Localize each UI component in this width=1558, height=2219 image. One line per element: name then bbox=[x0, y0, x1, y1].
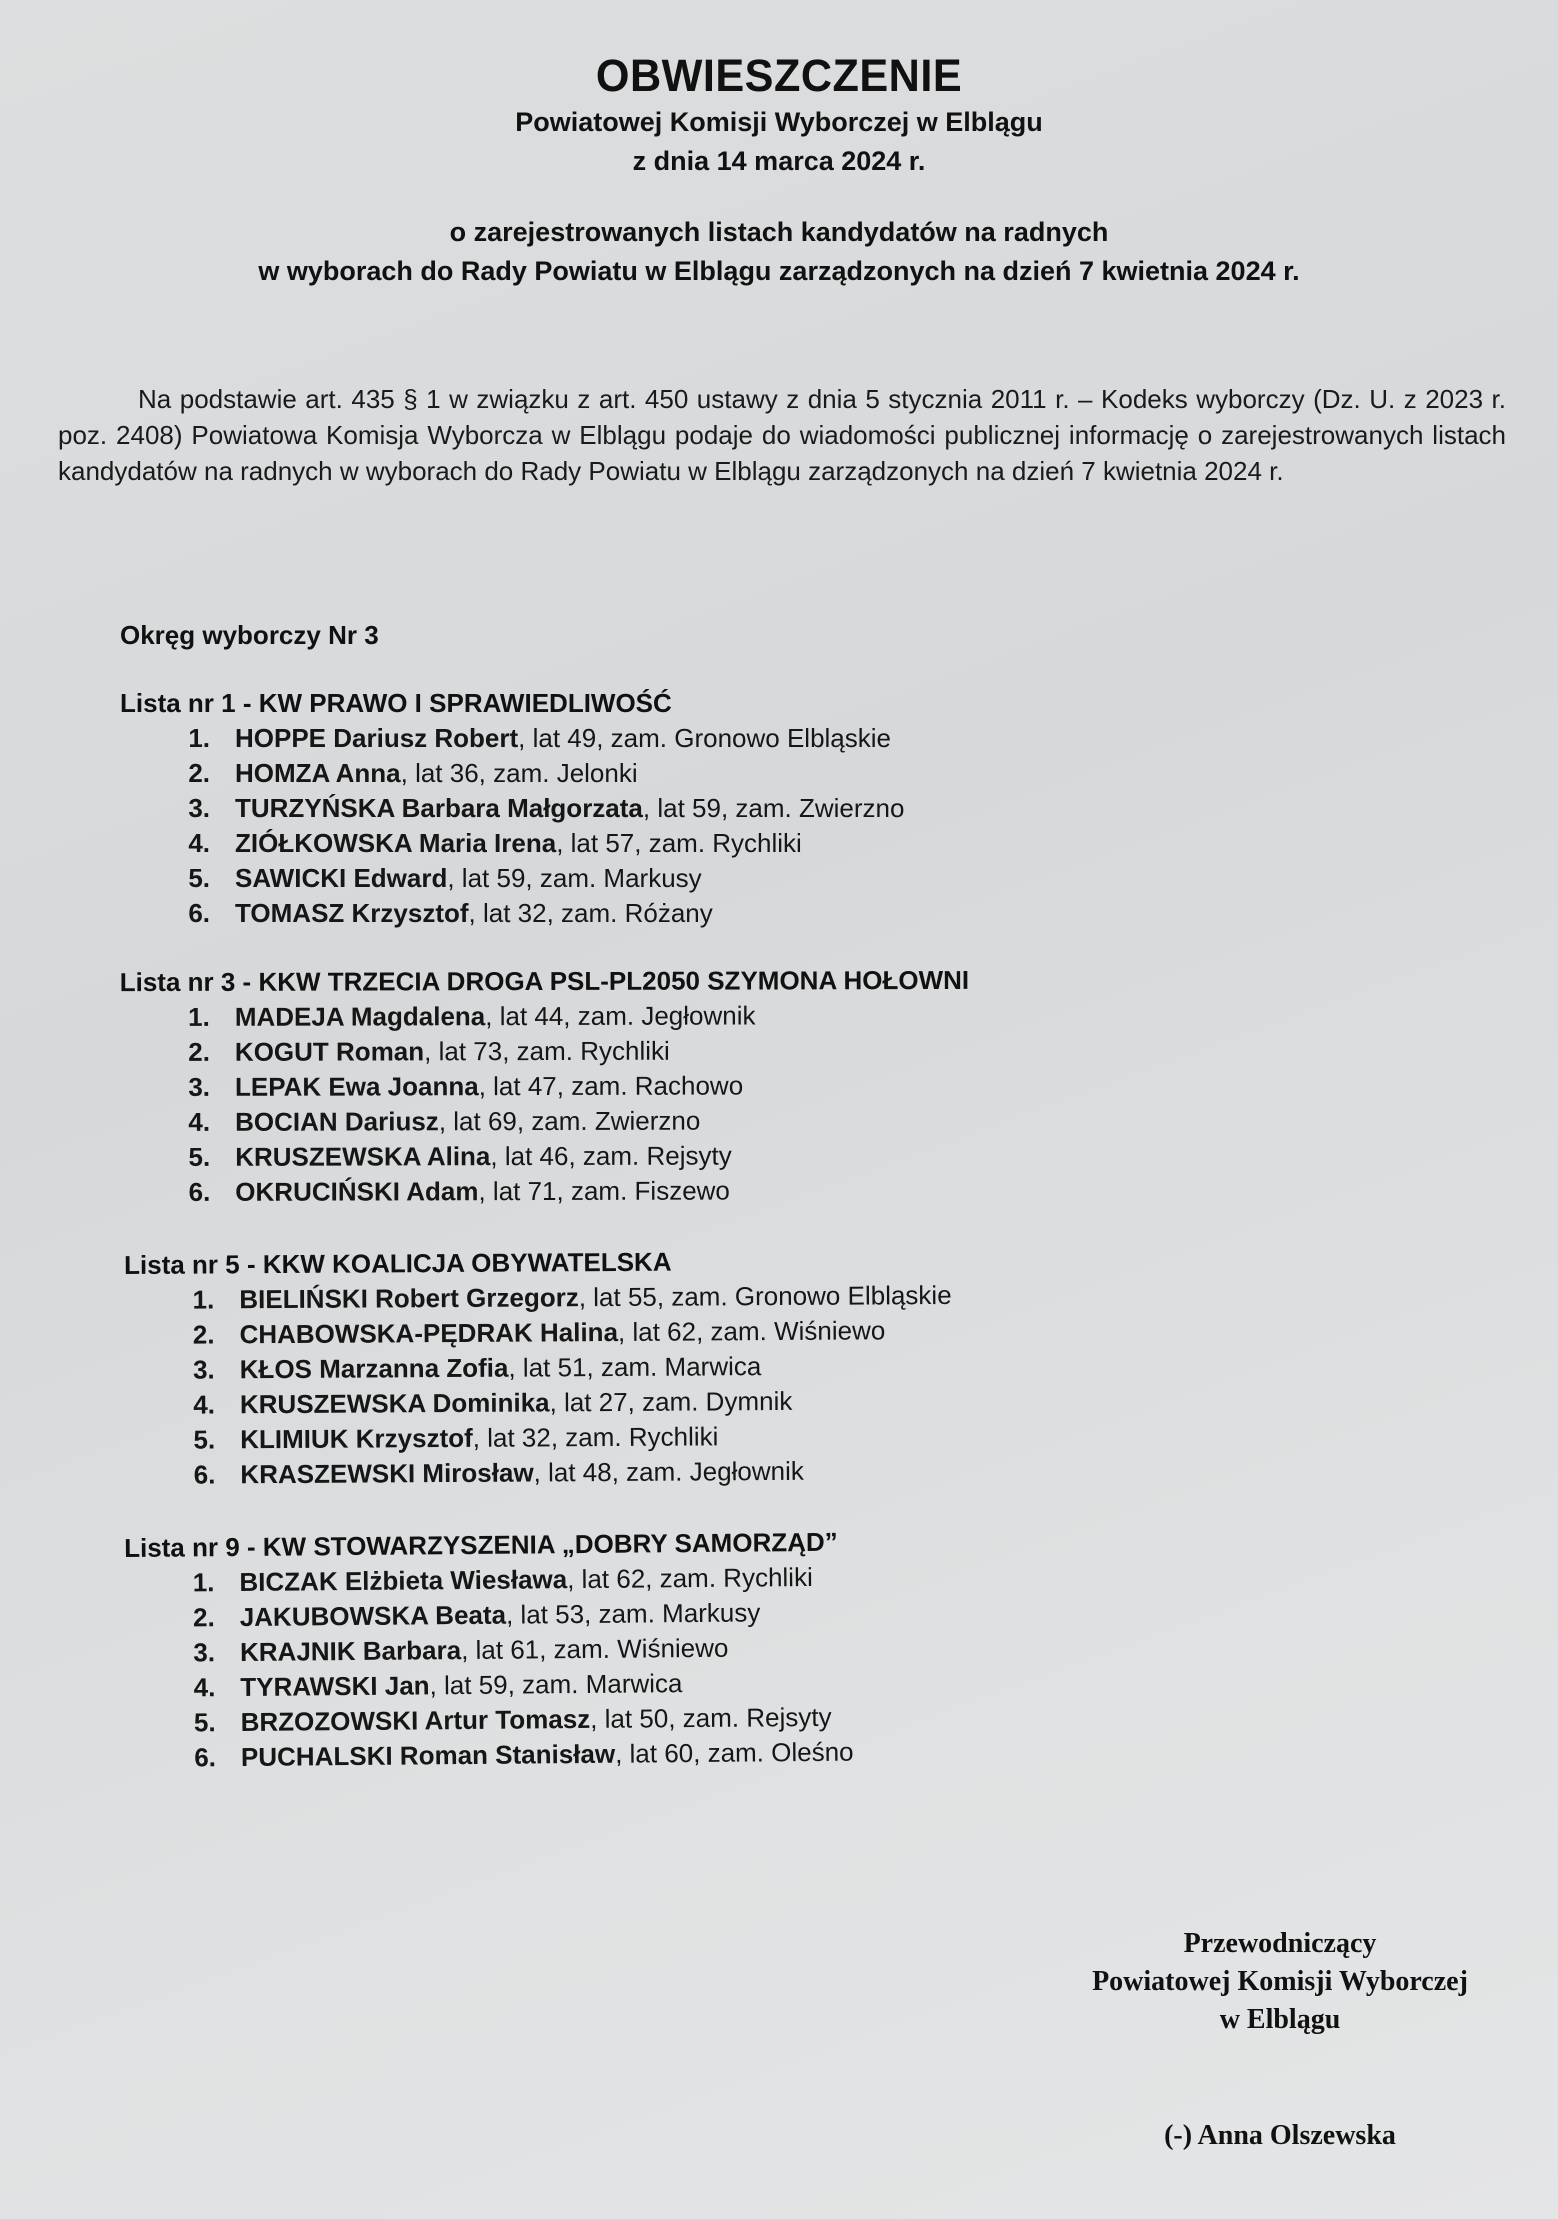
candidate-name: KRUSZEWSKA Dominika bbox=[239, 1387, 550, 1420]
subject-line-2: w wyborach do Rady Powiatu w Elblągu zarządzonych na dzień 7 kwietnia 2024 r. bbox=[258, 256, 1300, 286]
candidate-row bbox=[125, 1383, 953, 1423]
candidate-row bbox=[124, 1278, 952, 1318]
list-title: Lista nr 9 - KW STOWARZYSZENIA „DOBRY SAMORZĄD” bbox=[124, 1526, 838, 1563]
candidate-details: , lat 50, zam. Rejsyty bbox=[590, 1701, 832, 1734]
candidate-row bbox=[126, 1735, 854, 1776]
candidate-number: 3. bbox=[188, 793, 210, 823]
candidate-row bbox=[120, 861, 904, 896]
candidate-name: BOCIAN Dariusz bbox=[235, 1106, 439, 1137]
candidate-list bbox=[124, 1527, 854, 1776]
candidate-details: , lat 53, zam. Markusy bbox=[505, 1597, 761, 1630]
candidate-name: KRUSZEWSKA Alina bbox=[235, 1141, 491, 1172]
candidate-details: , lat 47, zam. Rachowo bbox=[478, 1070, 744, 1102]
candidate-list bbox=[120, 688, 904, 931]
candidate-details: , lat 59, zam. Markusy bbox=[447, 863, 702, 893]
candidate-number: 1. bbox=[192, 1284, 215, 1315]
subject-line-1: o zarejestrowanych listach kandydatów na radnych bbox=[449, 217, 1109, 247]
candidate-details: , lat 32, zam. Różany bbox=[468, 898, 713, 928]
candidate-name: HOPPE Dariusz Robert bbox=[235, 723, 519, 753]
signature-role-line: w Elblągu bbox=[1219, 2004, 1341, 2035]
list-title: Lista nr 5 - KKW KOALICJA OBYWATELSKA bbox=[124, 1246, 672, 1280]
candidate-row bbox=[120, 791, 904, 826]
candidate-name: MADEJA Magdalena bbox=[234, 1001, 486, 1032]
candidate-number: 4. bbox=[188, 1106, 211, 1137]
candidate-row bbox=[120, 1033, 969, 1070]
candidate-name: KŁOS Marzanna Zofia bbox=[239, 1352, 509, 1385]
candidate-row bbox=[120, 756, 904, 791]
candidate-name: BIELIŃSKI Robert Grzegorz bbox=[239, 1282, 579, 1315]
candidate-name: PUCHALSKI Roman Stanisław bbox=[240, 1738, 616, 1772]
candidate-row bbox=[120, 721, 904, 756]
candidate-number: 1. bbox=[192, 1567, 215, 1598]
issue-date: z dnia 14 marca 2024 r. bbox=[632, 146, 926, 176]
candidate-number: 6. bbox=[188, 1176, 211, 1207]
candidate-number: 3. bbox=[188, 1071, 211, 1102]
candidate-details: , lat 71, zam. Fiszewo bbox=[478, 1175, 730, 1207]
candidate-number: 2. bbox=[188, 758, 210, 788]
candidate-row bbox=[125, 1348, 953, 1388]
candidate-details: , lat 48, zam. Jegłownik bbox=[533, 1455, 804, 1488]
list-title: Lista nr 3 - KKW TRZECIA DROGA PSL-PL2050 SZYMONA HOŁOWNI bbox=[119, 964, 970, 998]
candidate-name: KLIMIUK Krzysztof bbox=[240, 1422, 473, 1455]
candidate-name: BICZAK Elżbieta Wiesława bbox=[239, 1564, 568, 1597]
candidate-number: 5. bbox=[193, 1424, 216, 1455]
candidate-row bbox=[125, 1453, 953, 1493]
candidate-name: CHABOWSKA-PĘDRAK Halina bbox=[239, 1316, 619, 1350]
candidate-name: BRZOZOWSKI Artur Tomasz bbox=[240, 1703, 591, 1737]
candidate-details: , lat 57, zam. Rychliki bbox=[556, 828, 802, 858]
candidate-details: , lat 32, zam. Rychliki bbox=[472, 1421, 719, 1453]
list-title: Lista nr 1 - KW PRAWO I SPRAWIEDLIWOŚĆ bbox=[120, 688, 672, 718]
candidate-details: , lat 62, zam. Wiśniewo bbox=[617, 1315, 886, 1347]
candidate-details: , lat 59, zam. Marwica bbox=[429, 1668, 683, 1701]
candidate-list bbox=[124, 1245, 953, 1493]
candidate-number: 4. bbox=[188, 828, 210, 858]
candidate-number: 4. bbox=[193, 1389, 216, 1420]
candidate-row bbox=[125, 1595, 853, 1636]
candidate-number: 6. bbox=[188, 898, 210, 928]
candidate-number: 6. bbox=[193, 1459, 216, 1490]
candidate-details: , lat 44, zam. Jegłownik bbox=[485, 1000, 756, 1032]
candidate-details: , lat 60, zam. Oleśno bbox=[614, 1736, 854, 1769]
signature-block bbox=[1040, 1925, 1520, 2039]
signer-name: (-) Anna Olszewska bbox=[1164, 2120, 1396, 2151]
candidate-details: , lat 55, zam. Gronowo Elbląskie bbox=[578, 1279, 952, 1313]
candidate-name: SAWICKI Edward bbox=[235, 863, 448, 893]
candidate-details: , lat 62, zam. Rychliki bbox=[567, 1561, 813, 1595]
signature-role-line: Powiatowej Komisji Wyborczej bbox=[1092, 1966, 1468, 1997]
candidate-details: , lat 61, zam. Wiśniewo bbox=[460, 1632, 729, 1666]
candidate-name: KOGUT Roman bbox=[234, 1036, 425, 1067]
candidate-row bbox=[120, 998, 969, 1035]
candidate-number: 5. bbox=[188, 863, 210, 893]
signature-role-line: Przewodniczący bbox=[1183, 1928, 1377, 1959]
candidate-number: 5. bbox=[193, 1707, 216, 1738]
district-heading: Okręg wyborczy Nr 3 bbox=[120, 620, 379, 650]
candidate-row bbox=[120, 1173, 969, 1210]
candidate-details: , lat 69, zam. Zwierzno bbox=[438, 1105, 701, 1137]
candidate-row bbox=[120, 1068, 969, 1105]
candidate-name: KRAJNIK Barbara bbox=[239, 1635, 462, 1667]
candidate-details: , lat 73, zam. Rychliki bbox=[424, 1035, 670, 1067]
candidate-number: 5. bbox=[188, 1141, 211, 1172]
candidate-row bbox=[125, 1418, 953, 1458]
candidate-row bbox=[124, 1313, 952, 1353]
candidate-name: KRASZEWSKI Mirosław bbox=[240, 1457, 534, 1490]
candidate-name: LEPAK Ewa Joanna bbox=[234, 1071, 479, 1102]
candidate-name: TURZYŃSKA Barbara Małgorzata bbox=[235, 793, 643, 823]
candidate-number: 6. bbox=[194, 1742, 217, 1773]
candidate-name: TYRAWSKI Jan bbox=[240, 1670, 430, 1702]
candidate-list bbox=[120, 965, 970, 1210]
candidate-number: 3. bbox=[192, 1354, 215, 1385]
candidate-name: HOMZA Anna bbox=[235, 758, 401, 788]
candidate-number: 3. bbox=[193, 1637, 216, 1668]
candidate-number: 1. bbox=[188, 1001, 210, 1032]
candidate-details: , lat 51, zam. Marwica bbox=[508, 1351, 762, 1383]
candidate-row bbox=[120, 1138, 969, 1175]
candidate-name: JAKUBOWSKA Beata bbox=[239, 1599, 507, 1632]
candidate-details: , lat 27, zam. Dymnik bbox=[549, 1385, 793, 1418]
intro-paragraph: Na podstawie art. 435 § 1 w związku z art. 450 ustawy z dnia 5 stycznia 2011 r. – Kodeks wyborczy (Dz. U. z 2023 r. poz. 2408) Powiatowa Komisja Wyborcza w Elblągu podaje do wiadomości publicznej informację o zarejestrowanych listach kandydatów na radnych w wyborach do Rady Powiatu w Elblągu zarządzonych na dzień 7 kwietnia 2024 r. bbox=[58, 384, 1506, 486]
document-title: OBWIESZCZENIE bbox=[595, 50, 963, 101]
candidate-row bbox=[120, 896, 904, 931]
candidate-name: TOMASZ Krzysztof bbox=[235, 898, 469, 928]
candidate-row bbox=[120, 1103, 969, 1140]
candidate-details: , lat 36, zam. Jelonki bbox=[400, 758, 638, 788]
candidate-row bbox=[120, 826, 904, 861]
issuer: Powiatowej Komisji Wyborczej w Elblągu bbox=[515, 107, 1043, 137]
candidate-details: , lat 59, zam. Zwierzno bbox=[642, 793, 905, 823]
candidate-number: 2. bbox=[188, 1036, 210, 1067]
candidate-name: OKRUCIŃSKI Adam bbox=[235, 1176, 479, 1207]
candidate-number: 2. bbox=[192, 1602, 215, 1633]
candidate-number: 1. bbox=[188, 723, 210, 753]
candidate-name: ZIÓŁKOWSKA Maria Irena bbox=[235, 828, 557, 858]
candidate-details: , lat 49, zam. Gronowo Elbląskie bbox=[518, 723, 892, 753]
candidate-number: 2. bbox=[192, 1319, 215, 1350]
candidate-details: , lat 46, zam. Rejsyty bbox=[490, 1140, 732, 1172]
candidate-number: 4. bbox=[193, 1672, 216, 1703]
